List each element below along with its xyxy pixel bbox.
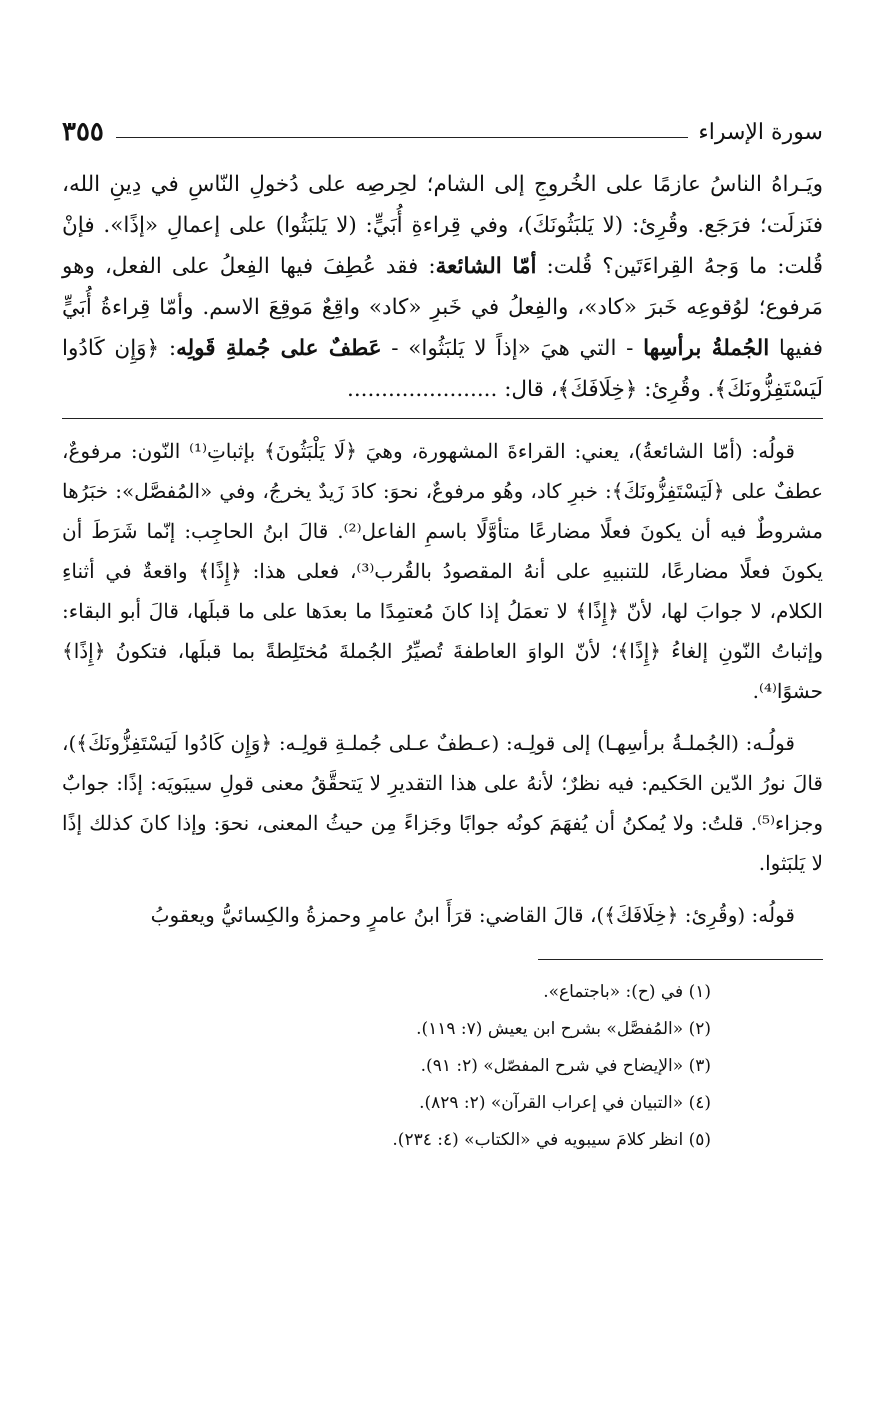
footnotes	[62, 974, 823, 1159]
main-text-bold-2: الجُملةُ برأسِها	[643, 336, 770, 361]
page	[62, 112, 823, 1376]
commentary-paragraph: قولُه: (وقُرِئ: ﴿خِلَافَكَ﴾)، قالَ القاضي: قرَأَ ابنُ عامرٍ وحمزةُ والكِسائيُّ ويعقوبُ	[150, 903, 795, 927]
footnote-5: (٥) انظر كلامَ سيبويه في «الكتاب» (٤: ٢٣٤).	[392, 1130, 711, 1150]
running-header	[62, 112, 823, 152]
footnote-2: (٢) «المُفصَّل» بشرح ابن يعيش (٧: ١١٩).	[416, 1019, 711, 1039]
commentary	[62, 431, 823, 935]
commentary-paragraph: قولُـه: (الجُملـةُ برأسِهـا) إلى قولِـه: (عـطفٌ عـلى جُملـةِ قولِـه: ﴿وَإِن كَادُوا لَيَسْتَفِزُّونَكَ﴾)، قالَ نورُ الدّين الحَكيم: فيه نظرٌ؛ لأنهُ على هذا التقديرِ لا يَتحقَّقُ معنى قولِ سيبَويَه: إذًا: جوابٌ وجزاء⁽⁵⁾. قلتُ: ولا يُمكنُ أن يُفهَمَ كونُه جوابًا وجَزاءً مِن حيثُ المعنى، نحوَ: وإذا كانَ كذلك إذًا لا يَلبَثوا.	[62, 731, 823, 875]
footnote-separator	[538, 959, 823, 960]
footnote-1: (١) في (ح): «باجتماع».	[543, 982, 711, 1002]
main-text-bold-3: عَطفٌ على جُملةِ قَولِه	[176, 336, 382, 361]
commentary-paragraph: قولُه: (أمّا الشائعةُ)، يعني: القراءةَ المشهورة، وهيَ ﴿لَا يَلْبَثُونَ﴾ بإثباتِ⁽¹⁾ النّون: مرفوعٌ، عطفٌ على ﴿لَيَسْتَفِزُّونَكَ﴾: خبرِ كاد، وهُو مرفوعٌ، نحوَ: كادَ زَيدٌ يخرجُ، وفي «المُفصَّل»: خبَرُها مشروطٌ فيه أن يكونَ فعلًا مضارعًا متأوَّلًا باسمِ الفاعل⁽²⁾. قالَ ابنُ الحاجِب: إنّما شَرَطَ أن يكونَ فعلًا مضارعًا، للتنبيهِ على أنهُ المقصودُ بالقُرب⁽³⁾، فعلى هذا: ﴿إِذًا﴾ واقعةٌ في أثناءِ الكلام، لا جوابَ لها، لأنّ ﴿إِذًا﴾ لا تعمَلُ إذا كانَ مُعتمِدًا ما بعدَها على ما قبلَها، قالَ أبو البقاء: وإثباتُ النّونِ إلغاءُ ﴿إِذًا﴾؛ لأنّ الواوَ العاطفةَ تُصيِّرُ الجُملةَ مُختَلِطةً بما قبلَها، فتكونُ ﴿إِذًا﴾ حشوًا⁽⁴⁾.	[62, 439, 824, 703]
footnote-3: (٣) «الإيضاح في شرح المفصّل» (٢: ٩١).	[420, 1056, 711, 1076]
surah-name: سورة الإسراء	[698, 119, 823, 145]
footnote-4: (٤) «التبيان في إعراب القرآن» (٢: ٨٢٩).	[419, 1093, 711, 1113]
main-text-part-3: - التي هيَ «إذاً لا يَلبَثُوا» -	[381, 336, 644, 361]
ellipsis-dots: ......................	[347, 377, 498, 402]
main-text-bold-1: أمّا الشائعة	[435, 254, 537, 279]
text-separator	[62, 418, 823, 419]
main-text-part-1: ويَـراهُ الناسُ عازمًا على الخُروجِ إلى الشام؛ لحِرصِه على دُخولِ النّاسِ في دِينِ الله، فنَزلَت؛ فرَجَع. وقُرِئ: (لا يَلبَثُونَكَ)، وفي قِراءةِ أُبَيٍّ: (لا يَلبَثُوا) على إعمالِ «إذًا». فإنْ قُلت: ما وَجهُ القِراءَتَين؟ قُلت:	[62, 172, 823, 279]
main-text-part-4: : ﴿وَإِن كَادُوا لَيَسْتَفِزُّونَكَ﴾. وقُرِئ: ﴿خِلَافَكَ﴾، قال:	[62, 336, 823, 402]
header-rule	[116, 137, 688, 138]
main-text	[62, 164, 823, 410]
main-text-part-2: : فقد عُطِفَ فيها الفِعلُ على الفعل، وهو مَرفوع؛ لوُقوعِه خَبرَ «كاد»، والفِعلُ في خَبرِ «كاد» واقِعٌ مَوقِعَ الاسم. وأمّا قِراءةُ أُبَيٍّ ففيها	[62, 254, 823, 361]
page-number: ٣٥٥	[62, 117, 104, 147]
